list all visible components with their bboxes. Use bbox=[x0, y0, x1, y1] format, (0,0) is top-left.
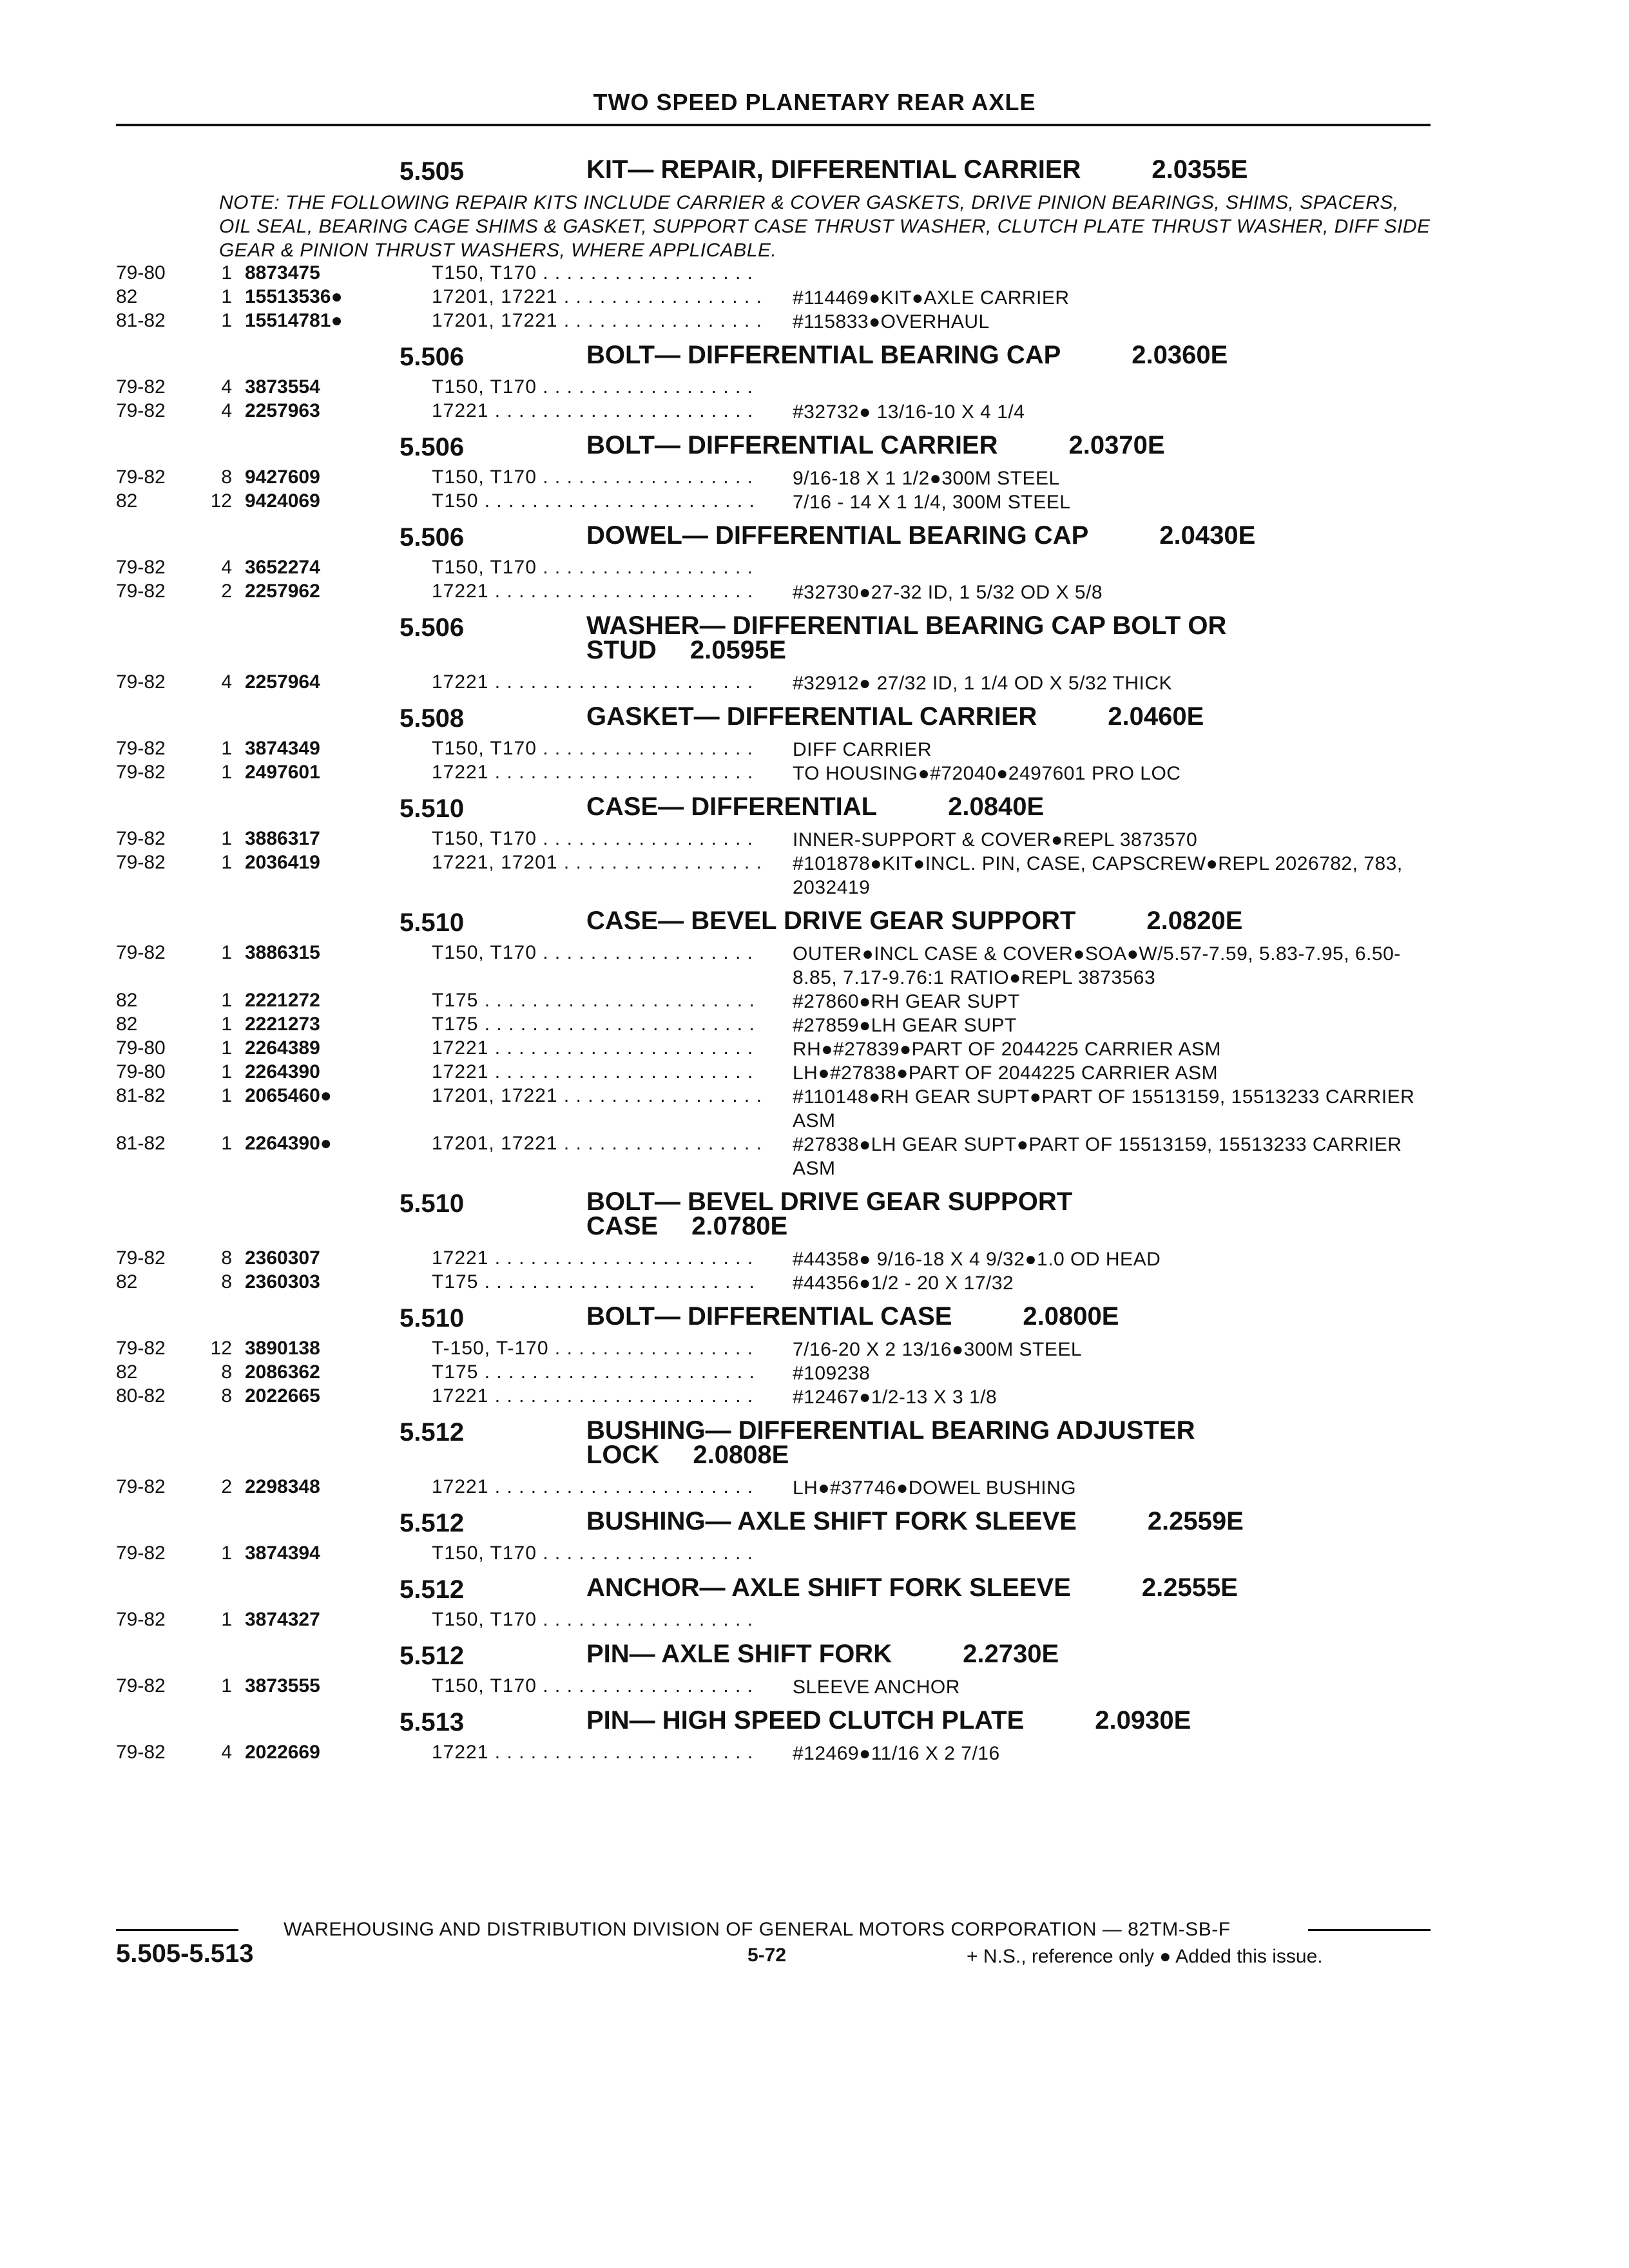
model-years: 79-82 bbox=[116, 376, 166, 398]
part-description: #27838●LH GEAR SUPT●PART OF 15513159, 15513233 CARRIER ASM bbox=[793, 1134, 1402, 1179]
part-number: 2065460● bbox=[245, 1085, 332, 1106]
part-description: #32912● 27/32 ID, 1 1/4 OD X 5/32 THICK bbox=[793, 673, 1173, 694]
part-row bbox=[0, 400, 1629, 424]
model-years: 79-80 bbox=[116, 262, 166, 284]
part-number: 2264390● bbox=[245, 1133, 332, 1154]
part-description: #12469●11/16 X 2 7/16 bbox=[793, 1743, 1000, 1764]
page-title: TWO SPEED PLANETARY REAR AXLE bbox=[593, 89, 1036, 115]
part-row bbox=[0, 1385, 1629, 1409]
title-rule bbox=[116, 124, 1431, 126]
part-number: 9424069 bbox=[245, 490, 320, 512]
part-row bbox=[0, 1542, 1629, 1566]
model-years: 79-82 bbox=[116, 738, 166, 759]
models: T150, T170 . . . bbox=[432, 262, 760, 284]
section-title: CASE— BEVEL DRIVE GEAR SUPPORT bbox=[586, 907, 1076, 935]
model-years: 82 bbox=[116, 286, 138, 307]
models: T150, T170 . . . bbox=[432, 942, 760, 964]
part-row bbox=[0, 1609, 1629, 1633]
section-title-block bbox=[586, 433, 1424, 457]
part-description: LH●#37746●DOWEL BUSHING bbox=[793, 1477, 1077, 1499]
section-heading bbox=[0, 1575, 1629, 1609]
part-description: #32732● 13/16-10 X 4 1/4 bbox=[793, 401, 1025, 423]
part-number: 2022665 bbox=[245, 1385, 320, 1407]
part-number: 2221273 bbox=[245, 1014, 320, 1035]
models: T175 . . . bbox=[432, 1014, 760, 1035]
part-description: #44358● 9/16-18 X 4 9/32●1.0 OD HEAD bbox=[793, 1249, 1161, 1270]
part-number: 2221272 bbox=[245, 990, 320, 1011]
section-code: 2.0840E bbox=[948, 793, 1045, 821]
part-number: 2497601 bbox=[245, 762, 320, 783]
section-title: CASE— DIFFERENTIAL bbox=[586, 793, 878, 821]
model-years: 81-82 bbox=[116, 1133, 166, 1154]
section-number: 5.506 bbox=[400, 433, 465, 461]
model-years: 79-82 bbox=[116, 581, 166, 602]
quantity: 1 bbox=[221, 1037, 232, 1059]
section-code: 2.2559E bbox=[1147, 1507, 1244, 1535]
quantity: 1 bbox=[221, 852, 232, 873]
part-number: 2298348 bbox=[245, 1476, 320, 1497]
section-heading bbox=[0, 433, 1629, 466]
section-code: 2.0820E bbox=[1146, 907, 1243, 935]
quantity: 4 bbox=[221, 557, 232, 578]
part-number: 15513536● bbox=[245, 286, 343, 307]
part-row bbox=[0, 738, 1629, 762]
models: T-150, T-170 . . . bbox=[432, 1338, 760, 1360]
footer-page-number: 5-72 bbox=[747, 1945, 787, 1966]
models: 17221 . . . bbox=[432, 581, 760, 602]
section-title: BOLT— DIFFERENTIAL CARRIER bbox=[586, 431, 998, 459]
part-description: DIFF CARRIER bbox=[793, 739, 932, 760]
model-years: 81-82 bbox=[116, 310, 166, 331]
model-years: 79-82 bbox=[116, 1675, 166, 1696]
section-heading bbox=[0, 704, 1629, 738]
section-number: 5.510 bbox=[400, 794, 465, 823]
parts-section bbox=[0, 1575, 1629, 1633]
part-number: 2257963 bbox=[245, 400, 320, 421]
part-row bbox=[0, 1061, 1629, 1085]
section-title-block bbox=[586, 523, 1424, 548]
section-number: 5.510 bbox=[400, 1304, 465, 1332]
parts-listing bbox=[0, 148, 1629, 1765]
part-row bbox=[0, 852, 1629, 899]
parts-section bbox=[0, 1418, 1629, 1500]
part-number: 2257964 bbox=[245, 671, 320, 693]
part-number: 8873475 bbox=[245, 262, 320, 284]
part-number: 2360303 bbox=[245, 1271, 320, 1293]
part-description: 7/16 - 14 X 1 1/4, 300M STEEL bbox=[793, 492, 1071, 513]
models: 17221 . . . bbox=[432, 1385, 760, 1407]
part-row bbox=[0, 671, 1629, 695]
quantity: 1 bbox=[221, 942, 232, 963]
section-code: 2.0808E bbox=[693, 1441, 789, 1469]
part-number: 2264390 bbox=[245, 1061, 320, 1082]
section-title: BUSHING— DIFFERENTIAL BEARING ADJUSTER bbox=[586, 1416, 1195, 1445]
part-number: 3886317 bbox=[245, 828, 320, 849]
model-years: 79-80 bbox=[116, 1061, 166, 1082]
section-heading bbox=[0, 908, 1629, 942]
part-row bbox=[0, 1133, 1629, 1180]
part-description: 9/16-18 X 1 1/2●300M STEEL bbox=[793, 468, 1060, 489]
section-title-block bbox=[586, 343, 1424, 367]
footer-rule-right bbox=[1308, 1929, 1431, 1931]
models: 17221 . . . bbox=[432, 762, 760, 783]
section-number: 5.506 bbox=[400, 613, 465, 642]
model-years: 82 bbox=[116, 990, 138, 1011]
quantity: 12 bbox=[210, 490, 232, 512]
part-description: #109238 bbox=[793, 1363, 871, 1384]
section-title-block bbox=[586, 1708, 1424, 1733]
part-description: SLEEVE ANCHOR bbox=[793, 1677, 960, 1698]
part-description: #110148●RH GEAR SUPT●PART OF 15513159, 15513233 CARRIER ASM bbox=[793, 1086, 1415, 1131]
part-number: 3874349 bbox=[245, 738, 320, 759]
part-description: 7/16-20 X 2 13/16●300M STEEL bbox=[793, 1339, 1083, 1360]
part-row bbox=[0, 1742, 1629, 1765]
model-years: 79-82 bbox=[116, 1247, 166, 1269]
model-years: 79-82 bbox=[116, 852, 166, 873]
model-years: 79-82 bbox=[116, 1542, 166, 1564]
part-number: 3873554 bbox=[245, 376, 320, 398]
part-description: TO HOUSING●#72040●2497601 PRO LOC bbox=[793, 763, 1181, 784]
parts-section bbox=[0, 908, 1629, 1180]
models: T150, T170 . . . bbox=[432, 1609, 760, 1631]
models: T150, T170 . . . bbox=[432, 466, 760, 488]
section-title: PIN— HIGH SPEED CLUTCH PLATE bbox=[586, 1706, 1025, 1735]
models: 17201, 17221 . . . bbox=[432, 286, 760, 308]
part-number: 3652274 bbox=[245, 557, 320, 578]
part-number: 3874327 bbox=[245, 1609, 320, 1630]
section-heading bbox=[0, 343, 1629, 376]
part-row bbox=[0, 286, 1629, 310]
footer-publisher: WAREHOUSING AND DISTRIBUTION DIVISION OF GENERAL MOTORS CORPORATION — 82TM-SB-F bbox=[284, 1919, 1231, 1940]
section-title-block bbox=[586, 704, 1424, 729]
models: 17221 . . . bbox=[432, 400, 760, 422]
models: T150, T170 . . . bbox=[432, 557, 760, 579]
section-heading bbox=[0, 523, 1629, 557]
section-title: GASKET— DIFFERENTIAL CARRIER bbox=[586, 702, 1037, 731]
quantity: 1 bbox=[221, 1675, 232, 1696]
models: 17221 . . . bbox=[432, 1247, 760, 1269]
model-years: 82 bbox=[116, 1361, 138, 1383]
model-years: 79-82 bbox=[116, 1338, 166, 1359]
section-title: BUSHING— AXLE SHIFT FORK SLEEVE bbox=[586, 1507, 1077, 1535]
section-number: 5.505 bbox=[400, 157, 465, 186]
models: 17221 . . . bbox=[432, 671, 760, 693]
models: T175 . . . bbox=[432, 1361, 760, 1383]
models: T150, T170 . . . bbox=[432, 1675, 760, 1697]
section-title: BOLT— BEVEL DRIVE GEAR SUPPORT bbox=[586, 1187, 1073, 1216]
part-description: RH●#27839●PART OF 2044225 CARRIER ASM bbox=[793, 1039, 1222, 1060]
section-number: 5.512 bbox=[400, 1418, 465, 1446]
part-number: 2036419 bbox=[245, 852, 320, 873]
parts-section bbox=[0, 343, 1629, 424]
section-title-continued: LOCK bbox=[586, 1441, 660, 1469]
section-title: KIT— REPAIR, DIFFERENTIAL CARRIER bbox=[586, 155, 1081, 184]
section-code: 2.0780E bbox=[691, 1212, 788, 1240]
quantity: 8 bbox=[221, 1385, 232, 1407]
quantity: 4 bbox=[221, 1742, 232, 1763]
section-note: NOTE: THE FOLLOWING REPAIR KITS INCLUDE CARRIER & COVER GASKETS, DRIVE PINION BEARINGS, SHIMS, SPACERS, OIL SEAL, BEARING CAGE SHIMS & GASKET, SUPPORT CASE THRUST WASHER, CLUTCH PLATE THRUST WASHER, DIFF SIDE GEAR & PINION THRUST WASHERS, WHERE APPLICABLE. bbox=[219, 192, 1431, 261]
section-number: 5.506 bbox=[400, 523, 465, 552]
section-title-block bbox=[586, 613, 1424, 662]
model-years: 82 bbox=[116, 1271, 138, 1293]
model-years: 79-82 bbox=[116, 1476, 166, 1497]
parts-section bbox=[0, 157, 1629, 334]
models: T150 . . . bbox=[432, 490, 760, 512]
section-number: 5.512 bbox=[400, 1642, 465, 1670]
model-years: 79-80 bbox=[116, 1037, 166, 1059]
parts-section bbox=[0, 1708, 1629, 1765]
part-row bbox=[0, 1247, 1629, 1271]
part-row bbox=[0, 828, 1629, 852]
part-row bbox=[0, 1338, 1629, 1361]
models: 17201, 17221 . . . bbox=[432, 310, 760, 332]
part-row bbox=[0, 581, 1629, 604]
models: T175 . . . bbox=[432, 990, 760, 1012]
part-description: #27860●RH GEAR SUPT bbox=[793, 991, 1020, 1012]
quantity: 8 bbox=[221, 1271, 232, 1293]
quantity: 1 bbox=[221, 1542, 232, 1564]
section-heading bbox=[0, 1304, 1629, 1338]
models: 17221 . . . bbox=[432, 1037, 760, 1059]
part-number: 3874394 bbox=[245, 1542, 320, 1564]
quantity: 1 bbox=[221, 762, 232, 783]
models: T175 . . . bbox=[432, 1271, 760, 1293]
part-description: INNER-SUPPORT & COVER●REPL 3873570 bbox=[793, 829, 1198, 850]
section-heading bbox=[0, 1509, 1629, 1542]
section-number: 5.508 bbox=[400, 704, 465, 733]
part-row bbox=[0, 1085, 1629, 1133]
part-number: 2360307 bbox=[245, 1247, 320, 1269]
section-title-block bbox=[586, 1189, 1424, 1238]
part-number: 2022669 bbox=[245, 1742, 320, 1763]
model-years: 79-82 bbox=[116, 557, 166, 578]
quantity: 2 bbox=[221, 581, 232, 602]
section-code: 2.0595E bbox=[689, 636, 786, 664]
quantity: 1 bbox=[221, 738, 232, 759]
models: 17221 . . . bbox=[432, 1742, 760, 1763]
section-heading bbox=[0, 1642, 1629, 1675]
section-title-block bbox=[586, 1575, 1424, 1600]
quantity: 1 bbox=[221, 1061, 232, 1082]
section-title: DOWEL— DIFFERENTIAL BEARING CAP bbox=[586, 521, 1089, 550]
part-description: #27859●LH GEAR SUPT bbox=[793, 1015, 1017, 1036]
part-row bbox=[0, 557, 1629, 581]
quantity: 12 bbox=[210, 1338, 232, 1359]
section-code: 2.0460E bbox=[1108, 702, 1204, 731]
quantity: 8 bbox=[221, 1247, 232, 1269]
part-description: OUTER●INCL CASE & COVER●SOA●W/5.57-7.59, 5.83-7.95, 6.50-8.85, 7.17-9.76:1 RATIO●REPL 3873563 bbox=[793, 943, 1401, 988]
footer-rule-left bbox=[116, 1929, 238, 1931]
part-row bbox=[0, 466, 1629, 490]
section-heading bbox=[0, 794, 1629, 828]
part-row bbox=[0, 1476, 1629, 1500]
section-title-continued: STUD bbox=[586, 636, 657, 664]
part-row bbox=[0, 1037, 1629, 1061]
section-title-block bbox=[586, 1304, 1424, 1329]
quantity: 2 bbox=[221, 1476, 232, 1497]
part-row bbox=[0, 376, 1629, 400]
part-row bbox=[0, 1361, 1629, 1385]
section-heading bbox=[0, 1418, 1629, 1476]
section-heading bbox=[0, 1189, 1629, 1247]
section-title-block bbox=[586, 1509, 1424, 1533]
section-code: 2.0370E bbox=[1068, 431, 1165, 459]
quantity: 1 bbox=[221, 828, 232, 849]
part-number: 3873555 bbox=[245, 1675, 320, 1696]
quantity: 1 bbox=[221, 1609, 232, 1630]
section-code: 2.0430E bbox=[1159, 521, 1256, 550]
part-number: 2086362 bbox=[245, 1361, 320, 1383]
quantity: 1 bbox=[221, 262, 232, 284]
model-years: 79-82 bbox=[116, 1742, 166, 1763]
model-years: 81-82 bbox=[116, 1085, 166, 1106]
part-row bbox=[0, 262, 1629, 286]
model-years: 79-82 bbox=[116, 466, 166, 488]
section-code: 2.0930E bbox=[1095, 1706, 1191, 1735]
models: 17221, 17201 . . . bbox=[432, 852, 760, 874]
section-code: 2.0800E bbox=[1023, 1302, 1119, 1331]
part-row bbox=[0, 1675, 1629, 1699]
section-title-block bbox=[586, 1418, 1424, 1467]
part-number: 15514781● bbox=[245, 310, 343, 331]
parts-section bbox=[0, 523, 1629, 604]
model-years: 79-82 bbox=[116, 942, 166, 963]
quantity: 1 bbox=[221, 286, 232, 307]
model-years: 79-82 bbox=[116, 671, 166, 693]
section-title: WASHER— DIFFERENTIAL BEARING CAP BOLT OR bbox=[586, 611, 1227, 640]
quantity: 4 bbox=[221, 671, 232, 693]
section-number: 5.513 bbox=[400, 1708, 465, 1736]
section-title-block bbox=[586, 794, 1424, 819]
model-years: 82 bbox=[116, 1014, 138, 1035]
parts-section bbox=[0, 1304, 1629, 1409]
section-title: BOLT— DIFFERENTIAL CASE bbox=[586, 1302, 952, 1331]
model-years: 82 bbox=[116, 490, 138, 512]
part-row bbox=[0, 310, 1629, 334]
part-description: #32730●27-32 ID, 1 5/32 OD X 5/8 bbox=[793, 582, 1103, 603]
part-number: 2257962 bbox=[245, 581, 320, 602]
models: 17221 . . . bbox=[432, 1476, 760, 1498]
model-years: 80-82 bbox=[116, 1385, 166, 1407]
part-row bbox=[0, 1014, 1629, 1037]
section-number: 5.512 bbox=[400, 1509, 465, 1537]
model-years: 79-82 bbox=[116, 828, 166, 849]
section-code: 2.0360E bbox=[1132, 341, 1228, 369]
models: T150, T170 . . . bbox=[432, 738, 760, 760]
model-years: 79-82 bbox=[116, 1609, 166, 1630]
part-number: 9427609 bbox=[245, 466, 320, 488]
section-title-block bbox=[586, 908, 1424, 933]
section-title-block bbox=[586, 157, 1424, 182]
part-number: 2264389 bbox=[245, 1037, 320, 1059]
part-row bbox=[0, 490, 1629, 514]
quantity: 1 bbox=[221, 1133, 232, 1154]
model-years: 79-82 bbox=[116, 400, 166, 421]
section-heading bbox=[0, 157, 1629, 191]
models: T150, T170 . . . bbox=[432, 828, 760, 850]
models: T150, T170 . . . bbox=[432, 376, 760, 398]
part-row bbox=[0, 1271, 1629, 1295]
models: 17201, 17221 . . . bbox=[432, 1085, 760, 1107]
part-description: #101878●KIT●INCL. PIN, CASE, CAPSCREW●REPL 2026782, 783, 2032419 bbox=[793, 853, 1403, 898]
footer-legend: + N.S., reference only ● Added this issue. bbox=[967, 1946, 1323, 1967]
parts-section bbox=[0, 794, 1629, 899]
quantity: 1 bbox=[221, 310, 232, 331]
section-heading bbox=[0, 1708, 1629, 1742]
models: 17221 . . . bbox=[432, 1061, 760, 1083]
part-number: 3886315 bbox=[245, 942, 320, 963]
section-code: 2.2730E bbox=[963, 1640, 1059, 1668]
part-description: #12467●1/2-13 X 3 1/8 bbox=[793, 1387, 998, 1408]
part-description: #115833●OVERHAUL bbox=[793, 311, 990, 332]
model-years: 79-82 bbox=[116, 762, 166, 783]
section-code: 2.0355E bbox=[1152, 155, 1248, 184]
part-row bbox=[0, 942, 1629, 990]
quantity: 1 bbox=[221, 1085, 232, 1106]
quantity: 8 bbox=[221, 466, 232, 488]
parts-section bbox=[0, 1509, 1629, 1566]
section-number: 5.510 bbox=[400, 1189, 465, 1218]
part-row bbox=[0, 762, 1629, 785]
section-heading bbox=[0, 613, 1629, 671]
quantity: 1 bbox=[221, 1014, 232, 1035]
section-code: 2.2555E bbox=[1141, 1573, 1238, 1602]
section-number: 5.510 bbox=[400, 908, 465, 937]
footer-section-range: 5.505-5.513 bbox=[116, 1939, 254, 1968]
part-description: #44356●1/2 - 20 X 17/32 bbox=[793, 1273, 1014, 1294]
part-description: #114469●KIT●AXLE CARRIER bbox=[793, 287, 1070, 309]
parts-section bbox=[0, 433, 1629, 514]
part-row bbox=[0, 990, 1629, 1014]
models: 17201, 17221 . . . bbox=[432, 1133, 760, 1155]
part-description: LH●#27838●PART OF 2044225 CARRIER ASM bbox=[793, 1062, 1219, 1084]
section-title-block bbox=[586, 1642, 1424, 1666]
models: T150, T170 . . . bbox=[432, 1542, 760, 1564]
section-title-continued: CASE bbox=[586, 1212, 659, 1240]
quantity: 8 bbox=[221, 1361, 232, 1383]
section-title: PIN— AXLE SHIFT FORK bbox=[586, 1640, 892, 1668]
parts-section bbox=[0, 1642, 1629, 1699]
parts-section bbox=[0, 704, 1629, 785]
quantity: 4 bbox=[221, 400, 232, 421]
section-number: 5.512 bbox=[400, 1575, 465, 1604]
section-title: BOLT— DIFFERENTIAL BEARING CAP bbox=[586, 341, 1061, 369]
section-number: 5.506 bbox=[400, 343, 465, 371]
parts-section bbox=[0, 1189, 1629, 1295]
section-title: ANCHOR— AXLE SHIFT FORK SLEEVE bbox=[586, 1573, 1071, 1602]
quantity: 4 bbox=[221, 376, 232, 398]
parts-section bbox=[0, 613, 1629, 695]
quantity: 1 bbox=[221, 990, 232, 1011]
part-number: 3890138 bbox=[245, 1338, 320, 1359]
